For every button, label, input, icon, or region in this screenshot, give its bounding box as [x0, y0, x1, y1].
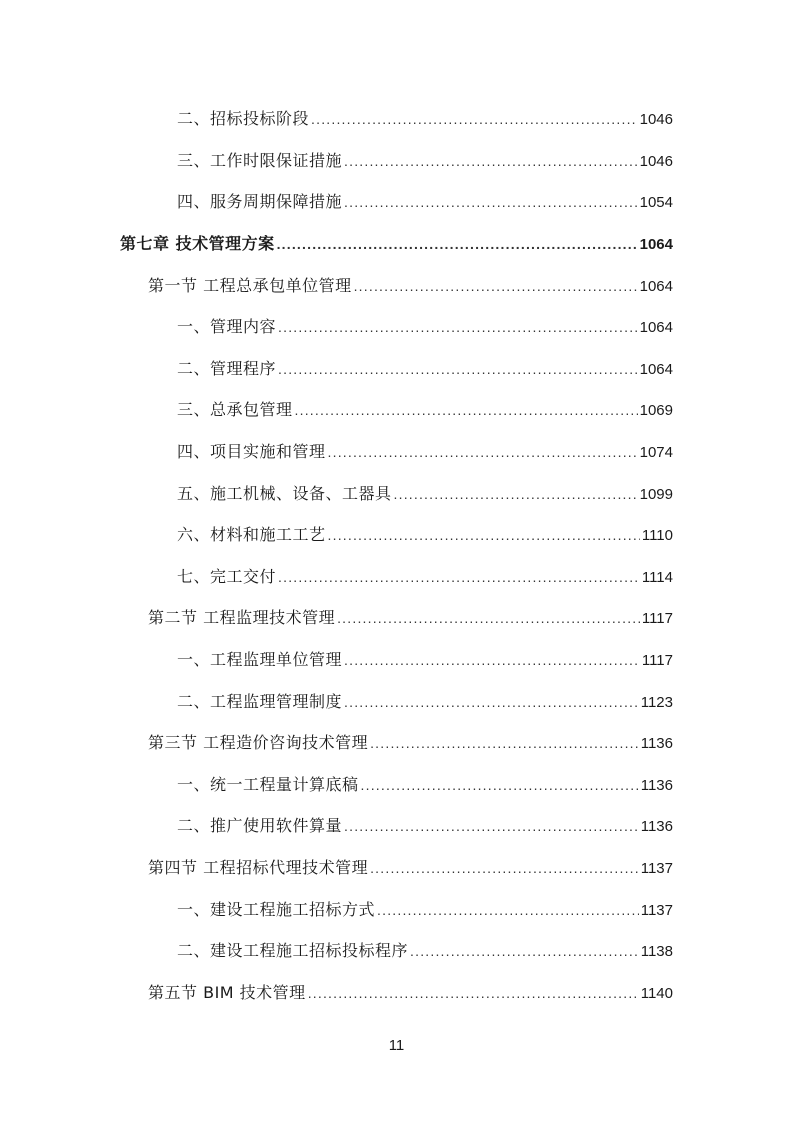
toc-entry-item[interactable] — [0, 555, 793, 597]
toc-entry-page: 1074 — [639, 444, 673, 462]
toc-entry-page: 1069 — [639, 402, 673, 420]
dot-leader — [344, 194, 638, 210]
toc-entry-item[interactable] — [0, 305, 793, 347]
toc-entry-page: 1064 — [639, 277, 673, 295]
dot-leader — [394, 486, 638, 502]
toc-entry-line — [177, 397, 673, 420]
toc-entry-line — [177, 106, 673, 129]
toc-entry-title: 一、建设工程施工招标方式 — [177, 899, 376, 919]
dot-leader — [410, 943, 639, 959]
toc-entry-line — [177, 148, 673, 171]
toc-entry-page: 1136 — [640, 818, 673, 836]
toc-entry-line — [148, 980, 673, 1003]
toc-entry-title: 第一节 工程总承包单位管理 — [148, 275, 352, 295]
toc-entry-section[interactable] — [0, 721, 793, 763]
toc-entry-item[interactable] — [0, 180, 793, 222]
dot-leader — [308, 985, 639, 1001]
dot-leader — [344, 652, 640, 668]
toc-entry-page: 1064 — [639, 236, 673, 254]
dot-leader — [278, 319, 638, 335]
toc-entry-title: 二、招标投标阶段 — [177, 109, 310, 129]
dot-leader — [344, 153, 638, 169]
toc-entry-line — [177, 689, 673, 712]
dot-leader — [278, 361, 638, 377]
toc-entry-page: 1110 — [641, 527, 673, 545]
toc-entry-title: 二、管理程序 — [177, 358, 277, 378]
toc-entry-page: 1123 — [640, 693, 673, 711]
dot-leader — [295, 402, 638, 418]
toc-entry-item[interactable] — [0, 679, 793, 721]
toc-entry-line — [177, 564, 673, 587]
dot-leader — [311, 111, 638, 127]
dot-leader — [278, 569, 640, 585]
toc-entry-title: 六、材料和施工工艺 — [177, 525, 326, 545]
toc-entry-title: 一、管理内容 — [177, 317, 277, 337]
toc-entry-line — [177, 439, 673, 462]
dot-leader — [328, 527, 640, 543]
toc-entry-item[interactable] — [0, 430, 793, 472]
toc-entry-line — [148, 605, 673, 628]
toc-entry-title: 一、统一工程量计算底稿 — [177, 774, 359, 794]
toc-entry-page: 1046 — [639, 111, 673, 129]
toc-entry-title: 三、总承包管理 — [177, 400, 293, 420]
toc-entry-item[interactable] — [0, 638, 793, 680]
dot-leader — [377, 902, 639, 918]
toc-entry-page: 1117 — [641, 652, 673, 670]
toc-entry-title: 二、推广使用软件算量 — [177, 816, 343, 836]
toc-entry-title: 第二节 工程监理技术管理 — [148, 608, 336, 628]
toc-entry-title: 二、建设工程施工招标投标程序 — [177, 941, 409, 961]
toc-entry-title: 第五节 BIM 技术管理 — [148, 982, 306, 1002]
toc-entry-title: 四、服务周期保障措施 — [177, 192, 343, 212]
page-number: 11 — [388, 1037, 405, 1054]
toc-entry-section[interactable] — [0, 970, 793, 1012]
dot-leader — [354, 278, 638, 294]
toc-entry-page: 1064 — [639, 319, 673, 337]
toc-entry-title: 七、完工交付 — [177, 566, 277, 586]
toc-entry-line — [148, 730, 673, 753]
toc-entry-line — [177, 314, 673, 337]
toc-entry-title: 第四节 工程招标代理技术管理 — [148, 857, 369, 877]
dot-leader — [328, 444, 638, 460]
toc-entry-item[interactable] — [0, 97, 793, 139]
toc-entry-line — [120, 231, 673, 254]
toc-entry-line — [177, 938, 673, 961]
toc-entry-item[interactable] — [0, 513, 793, 555]
toc-entry-chapter[interactable] — [0, 222, 793, 264]
toc-entry-title: 一、工程监理单位管理 — [177, 650, 343, 670]
dot-leader — [277, 236, 638, 252]
toc-entry-section[interactable] — [0, 263, 793, 305]
dot-leader — [337, 610, 640, 626]
toc-entry-item[interactable] — [0, 929, 793, 971]
toc-entry-page: 1137 — [640, 859, 673, 877]
toc-entry-page: 1046 — [639, 152, 673, 170]
toc-entry-page: 1114 — [641, 568, 673, 586]
toc-entry-section[interactable] — [0, 846, 793, 888]
toc-entry-page: 1054 — [639, 194, 673, 212]
toc-entry-item[interactable] — [0, 804, 793, 846]
toc-entry-page: 1064 — [639, 360, 673, 378]
toc-entry-title: 四、项目实施和管理 — [177, 442, 326, 462]
toc-entry-line — [177, 356, 673, 379]
toc-entry-page: 1140 — [640, 984, 673, 1002]
toc-entry-item[interactable] — [0, 887, 793, 929]
toc-entry-line — [177, 189, 673, 212]
toc-entry-item[interactable] — [0, 139, 793, 181]
toc-entry-title: 三、工作时限保证措施 — [177, 150, 343, 170]
toc-entry-line — [177, 481, 673, 504]
dot-leader — [370, 735, 639, 751]
toc-entry-line — [177, 897, 673, 920]
toc-entry-page: 1137 — [640, 901, 673, 919]
toc-entry-title: 第七章 技术管理方案 — [120, 234, 275, 254]
toc-entry-line — [148, 855, 673, 878]
toc-entry-page: 1099 — [639, 485, 673, 503]
table-of-contents — [0, 97, 793, 1012]
dot-leader — [361, 777, 639, 793]
dot-leader — [344, 694, 639, 710]
toc-entry-page: 1117 — [641, 610, 673, 628]
toc-entry-line — [177, 813, 673, 836]
toc-entry-title: 第三节 工程造价咨询技术管理 — [148, 733, 369, 753]
toc-entry-title: 五、施工机械、设备、工器具 — [177, 483, 392, 503]
toc-entry-page: 1136 — [640, 735, 673, 753]
toc-entry-line — [177, 647, 673, 670]
toc-entry-item[interactable] — [0, 763, 793, 805]
toc-entry-page: 1136 — [640, 776, 673, 794]
dot-leader — [344, 818, 639, 834]
toc-entry-line — [177, 522, 673, 545]
toc-entry-item[interactable] — [0, 471, 793, 513]
toc-entry-item[interactable] — [0, 347, 793, 389]
toc-entry-page: 1138 — [640, 943, 673, 961]
toc-entry-line — [148, 273, 673, 296]
toc-entry-title: 二、工程监理管理制度 — [177, 691, 343, 711]
toc-entry-section[interactable] — [0, 596, 793, 638]
toc-entry-item[interactable] — [0, 388, 793, 430]
toc-entry-line — [177, 772, 673, 795]
dot-leader — [370, 860, 639, 876]
